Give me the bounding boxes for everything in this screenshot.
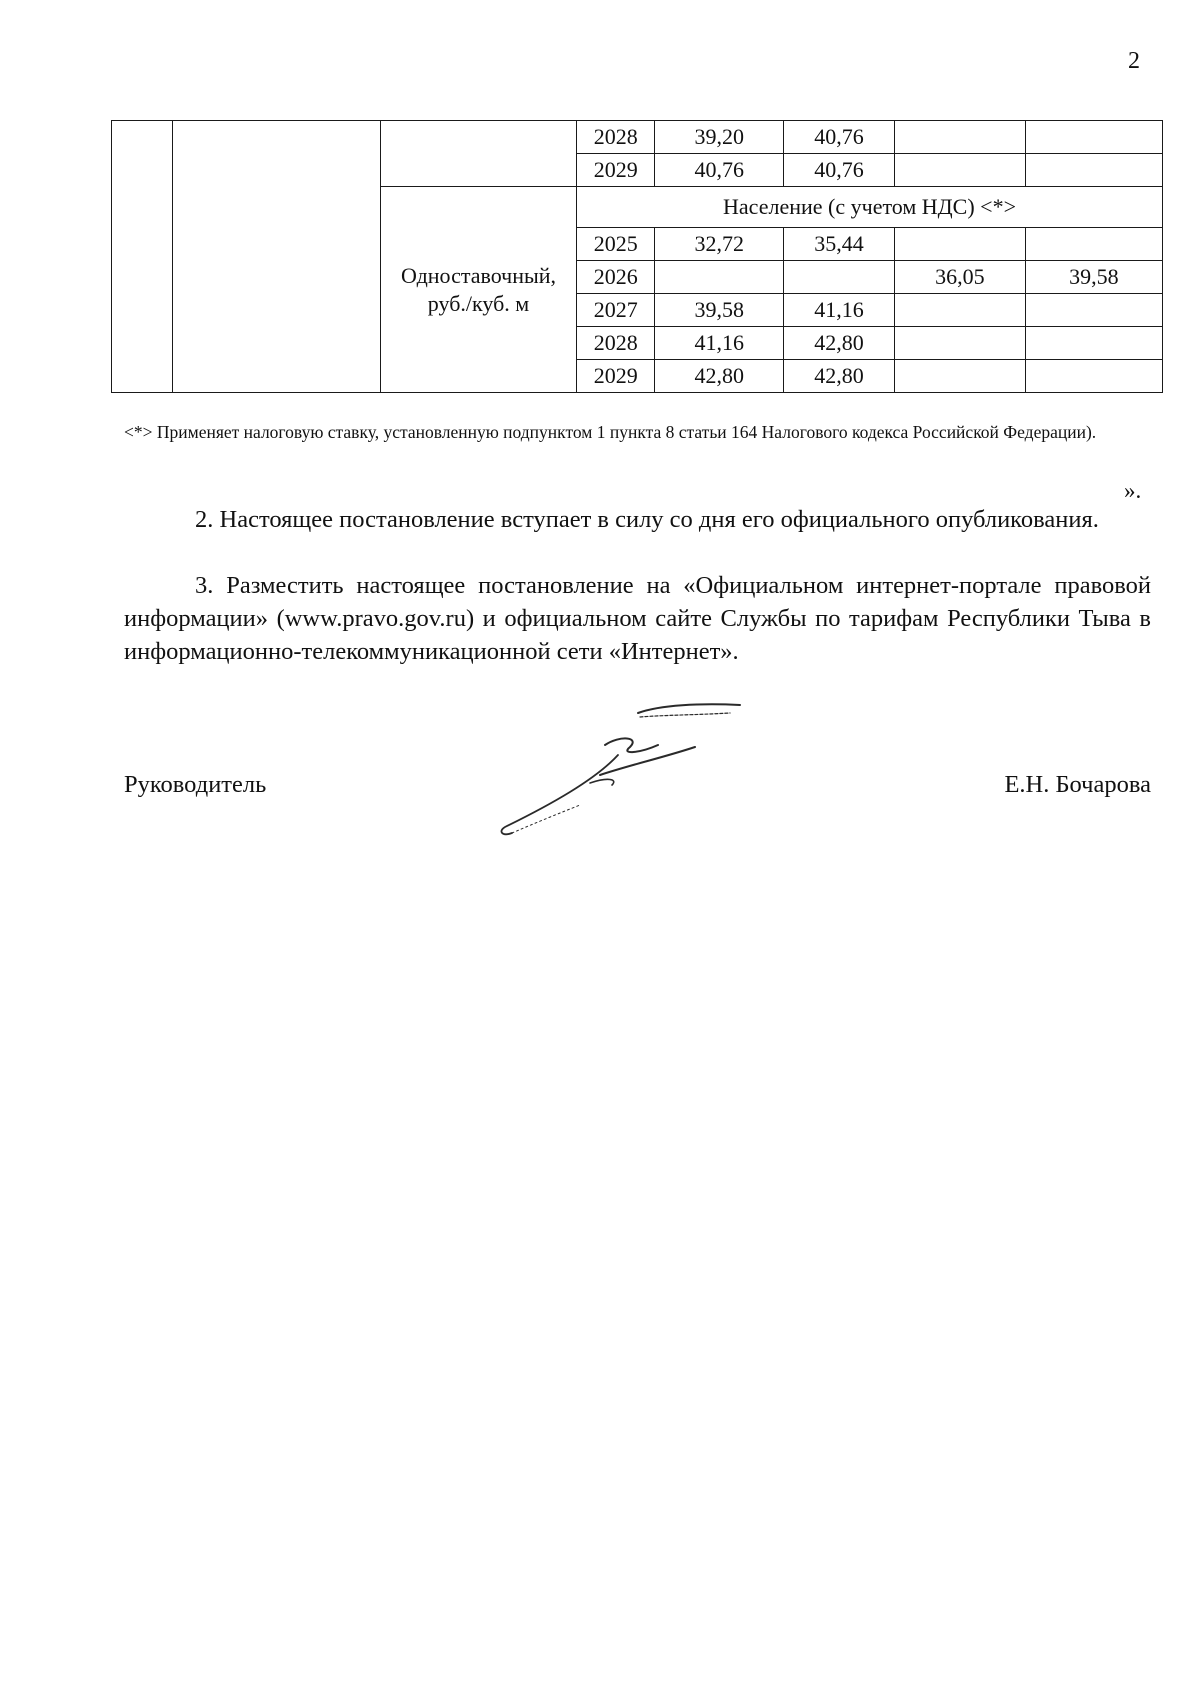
value-cell (1025, 327, 1162, 360)
page-number: 2 (1128, 48, 1140, 74)
signature-stroke (640, 713, 730, 717)
value-cell (1025, 360, 1162, 393)
signature-stroke (600, 747, 695, 775)
value-cell: 39,20 (655, 121, 784, 154)
value-cell (655, 261, 784, 294)
value-cell (895, 228, 1026, 261)
signer-title: Руководитель (124, 771, 267, 798)
year-cell: 2028 (577, 327, 655, 360)
section-header-cell: Население (с учетом НДС) <*> (577, 187, 1163, 228)
rate-type-unit: руб./куб. м (427, 290, 530, 316)
signer-name: Е.Н. Бочарова (1004, 771, 1151, 798)
value-cell: 42,80 (655, 360, 784, 393)
value-cell: 40,76 (655, 154, 784, 187)
value-cell: 42,80 (783, 327, 894, 360)
tariff-table (111, 120, 1163, 393)
closing-quote: ». (1124, 478, 1142, 503)
value-cell (1025, 154, 1162, 187)
value-cell: 39,58 (655, 294, 784, 327)
value-cell: 35,44 (783, 228, 894, 261)
signature-stroke (638, 704, 740, 713)
value-cell (895, 327, 1026, 360)
table-row (112, 121, 1163, 154)
signature-stroke (501, 755, 618, 834)
value-cell: 32,72 (655, 228, 784, 261)
signature-stroke (605, 738, 658, 752)
empty-cell-number (112, 121, 173, 393)
paragraph-publication: 3. Разместить настоящее постановление на «Официальном интернет-портале правовой информации» (www.pravo.gov.ru) и официальном сайте Службы по тарифам Республики Тыва в информационно-телекоммуникационной сети «Интернет». (124, 572, 1151, 665)
value-cell: 42,80 (783, 360, 894, 393)
value-cell (895, 360, 1026, 393)
year-cell: 2028 (577, 121, 655, 154)
year-cell: 2029 (577, 360, 655, 393)
value-cell: 40,76 (783, 154, 894, 187)
value-cell: 36,05 (895, 261, 1026, 294)
rate-type-cell (381, 187, 577, 393)
empty-cell-rate-type (381, 121, 577, 187)
value-cell (895, 121, 1026, 154)
rate-type-line: Одноставочный, (400, 262, 557, 288)
value-cell (895, 294, 1026, 327)
empty-cell-name (172, 121, 380, 393)
signature-stroke (590, 779, 614, 785)
value-cell: 40,76 (783, 121, 894, 154)
value-cell: 41,16 (655, 327, 784, 360)
year-cell: 2027 (577, 294, 655, 327)
year-cell: 2025 (577, 228, 655, 261)
value-cell: 39,58 (1025, 261, 1162, 294)
value-cell (1025, 228, 1162, 261)
value-cell (1025, 294, 1162, 327)
signature-image (490, 695, 790, 845)
value-cell (783, 261, 894, 294)
value-cell (895, 154, 1026, 187)
year-cell: 2026 (577, 261, 655, 294)
paragraph-effective-date: 2. Настоящее постановление вступает в силу со дня его официального опубликования. (195, 506, 1099, 533)
value-cell: 41,16 (783, 294, 894, 327)
footnote: <*> Применяет налоговую ставку, установленную подпунктом 1 пункта 8 статьи 164 Налогового кодекса Российской Федерации). (124, 422, 1097, 442)
value-cell (1025, 121, 1162, 154)
year-cell: 2029 (577, 154, 655, 187)
